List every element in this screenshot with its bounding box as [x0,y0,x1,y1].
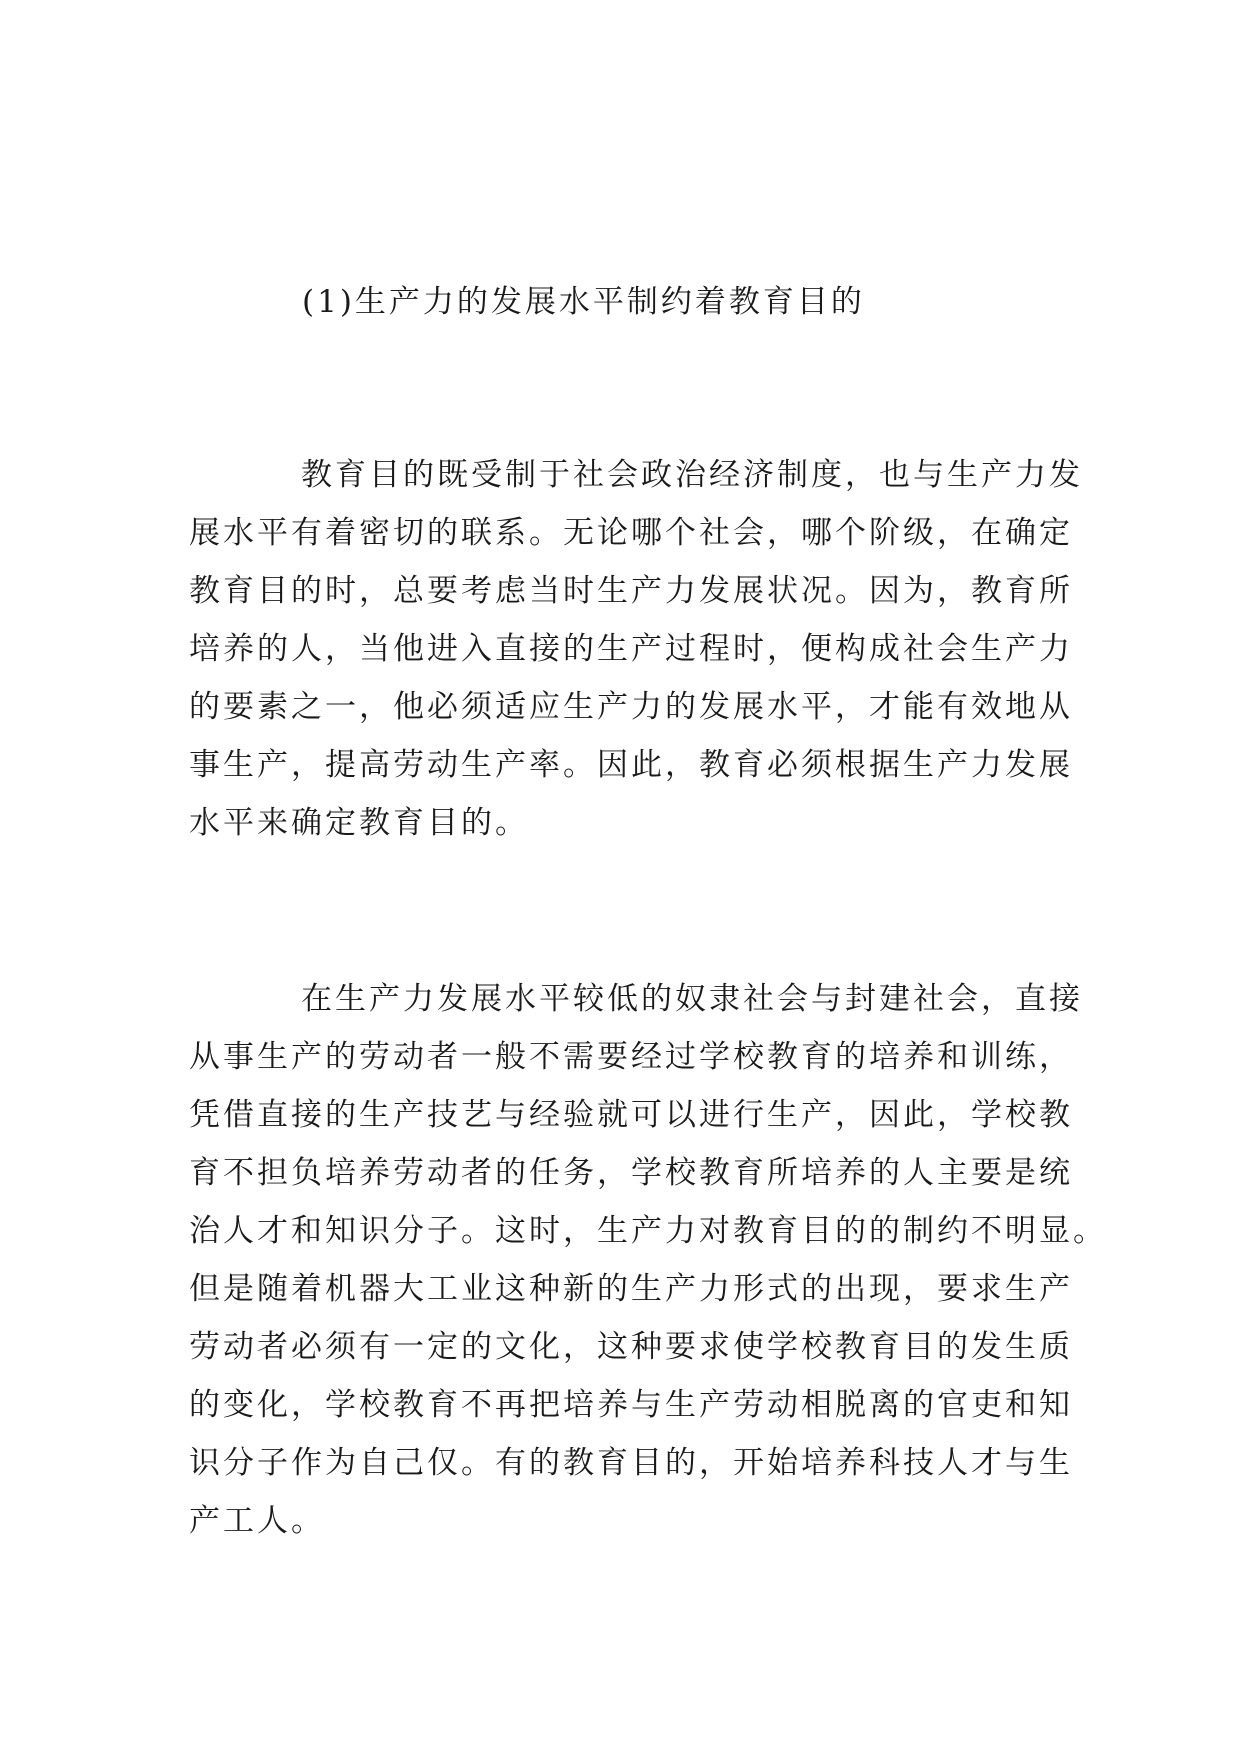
paragraph-line: 的变化，学校教育不再把培养与生产劳动相脱离的官吏和知 [189,1387,1073,1423]
section-heading: (1)生产力的发展水平制约着教育目的 [302,284,865,320]
paragraph-line: 凭借直接的生产技艺与经验就可以进行生产，因此，学校教 [189,1097,1073,1133]
paragraph-line: 产工人。 [189,1503,325,1539]
paragraph-line: 展水平有着密切的联系。无论哪个社会，哪个阶级，在确定 [189,515,1073,551]
paragraph-line: 水平来确定教育目的。 [189,805,529,841]
paragraph-line: 治人才和知识分子。这时，生产力对教育目的的制约不明显。 [189,1213,1107,1249]
paragraph-line: 培养的人，当他进入直接的生产过程时，便构成社会生产力 [189,631,1073,667]
paragraph-line: 识分子作为自己仅。有的教育目的，开始培养科技人才与生 [189,1445,1073,1481]
paragraph-line: 劳动者必须有一定的文化，这种要求使学校教育目的发生质 [189,1329,1073,1365]
paragraph-line: 但是随着机器大工业这种新的生产力形式的出现，要求生产 [189,1271,1073,1307]
paragraph-line: 事生产，提高劳动生产率。因此，教育必须根据生产力发展 [189,747,1073,783]
paragraph [189,446,1083,852]
paragraph-line: 育不担负培养劳动者的任务，学校教育所培养的人主要是统 [189,1155,1073,1191]
paragraph-line: 教育目的既受制于社会政治经济制度，也与生产力发 [301,457,1083,493]
paragraph-line: 教育目的时，总要考虑当时生产力发展状况。因为，教育所 [189,573,1073,609]
paragraph-line: 在生产力发展水平较低的奴隶社会与封建社会，直接 [301,981,1083,1017]
paragraph-line: 的要素之一，他必须适应生产力的发展水平，才能有效地从 [189,689,1073,725]
paragraph [189,970,1107,1550]
paragraph-line: 从事生产的劳动者一般不需要经过学校教育的培养和训练， [189,1039,1073,1075]
